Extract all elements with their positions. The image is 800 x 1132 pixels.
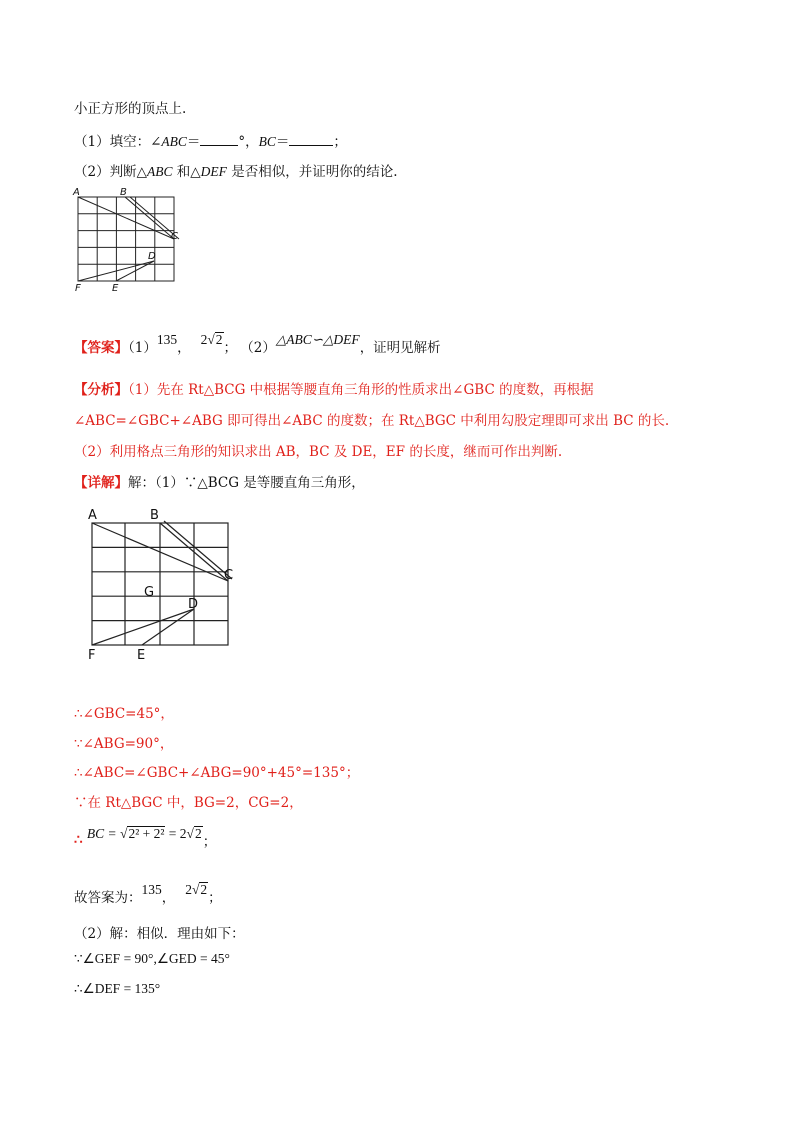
- analysis-text-1: （1）先在 Rt△BCG 中根据等腰直角三角形的性质求出∠GBC 的度数，再根据: [128, 382, 594, 398]
- q1-deg: °，: [238, 134, 259, 150]
- q1-abc: ABC: [161, 134, 187, 149]
- step-5-root: 2: [194, 826, 202, 841]
- final-v2b: 2: [200, 882, 208, 897]
- q2-abc: ABC: [146, 164, 173, 179]
- question-1: [74, 130, 347, 150]
- analysis-line-2: ∠ABC=∠GBC+∠ABG 即可得出∠ABC 的度数；在 Rt△BGC 中利用勾股定理即可求出 BC 的长.: [74, 413, 670, 429]
- answer-v2a: 2: [200, 332, 208, 347]
- q2-prefix: （2）判断△: [74, 164, 147, 180]
- answer-line: 【答案】（1）135，2√2； （2）△ABC∽△DEF，证明见解析: [74, 332, 441, 356]
- analysis-line-1: [74, 378, 594, 398]
- fig1-label-c: C: [171, 231, 178, 242]
- part2-line-1: （2）解：相似．理由如下：: [74, 926, 245, 942]
- answer-tag: 【答案】: [74, 340, 128, 356]
- fig1-label-d: D: [148, 251, 156, 262]
- grid-figure-2: [82, 503, 242, 661]
- fig2-label-b: B: [150, 508, 159, 523]
- final-semi: ；: [208, 890, 222, 906]
- part2-line-3: ∴∠DEF = 135°: [74, 981, 161, 996]
- fig2-label-c: C: [224, 568, 234, 583]
- fig2-label-d: D: [188, 597, 199, 612]
- step-5-eq: = 2: [165, 826, 187, 841]
- analysis-tag: 【分析】: [74, 382, 128, 398]
- fig2-label-a: A: [88, 508, 97, 523]
- answer-similar: △ABC∽△DEF: [275, 332, 360, 347]
- q1-eq2: ＝: [275, 134, 290, 150]
- answer-tail: ，证明见解析: [359, 340, 441, 356]
- fig2-label-f: F: [88, 648, 96, 661]
- answer-value-1: 135: [156, 332, 178, 347]
- q1-blank-length: [289, 133, 333, 146]
- fig2-label-g: G: [144, 585, 155, 600]
- q2-suffix: 是否相似，并证明你的结论.: [226, 164, 398, 180]
- step-5-radicand: 2² + 2²: [128, 826, 165, 841]
- final-value-1: 135: [141, 882, 162, 897]
- answer-v2b: 2: [215, 332, 223, 347]
- step-5: ∴ BC = √2² + 2² = 2√2；: [74, 826, 217, 850]
- answer-p1: （1）: [128, 340, 157, 356]
- step-4: ∵在 Rt△BGC 中，BG=2，CG=2，: [74, 795, 303, 811]
- step-2: ∵∠ABG=90°，: [74, 736, 174, 752]
- grid-figure-1: [70, 183, 180, 293]
- fig1-label-e: E: [112, 283, 119, 293]
- answer-comma: ，: [177, 340, 191, 356]
- step-3: ∴∠ABC=∠GBC+∠ABG=90°+45°=135°；: [74, 765, 360, 781]
- q1-eq1: ＝: [186, 134, 201, 150]
- final-v2a: 2: [185, 882, 192, 897]
- q2-def: DEF: [200, 164, 227, 179]
- step-5-lhs: BC =: [86, 826, 121, 841]
- q1-prefix: （1）填空：∠: [74, 134, 162, 150]
- step-5-end: ；: [202, 834, 217, 850]
- q1-bc: BC: [258, 134, 276, 149]
- part2-line-2: ∵∠GEF = 90°,∠GED = 45°: [74, 951, 230, 966]
- fig1-label-b: B: [120, 187, 127, 198]
- fig2-label-e: E: [137, 648, 146, 661]
- answer-p2: （2）: [247, 340, 276, 356]
- final-prefix: 故答案为：: [74, 890, 142, 906]
- detail-tag: 【详解】: [74, 475, 128, 491]
- detail-text: 解：（1）∵△BCG 是等腰直角三角形，: [128, 475, 365, 491]
- intro-text: 小正方形的顶点上.: [74, 101, 187, 117]
- q1-blank-angle: [200, 133, 238, 146]
- step-5-therefore: ∴: [74, 832, 83, 848]
- detail-line: [74, 471, 365, 491]
- q1-end: ；: [333, 134, 347, 150]
- fig1-label-a: A: [73, 187, 80, 198]
- q2-mid: 和△: [172, 164, 201, 180]
- answer-semi: ；: [223, 340, 238, 356]
- final-answer-1: 故答案为：135，2√2；: [74, 882, 222, 906]
- final-comma: ，: [161, 890, 176, 906]
- analysis-line-3: （2）利用格点三角形的知识求出 AB，BC 及 DE，EF 的长度，继而可作出判断.: [74, 444, 563, 460]
- question-2: [74, 160, 398, 180]
- step-1: ∴∠GBC=45°，: [74, 706, 174, 722]
- fig1-label-f: F: [75, 283, 81, 293]
